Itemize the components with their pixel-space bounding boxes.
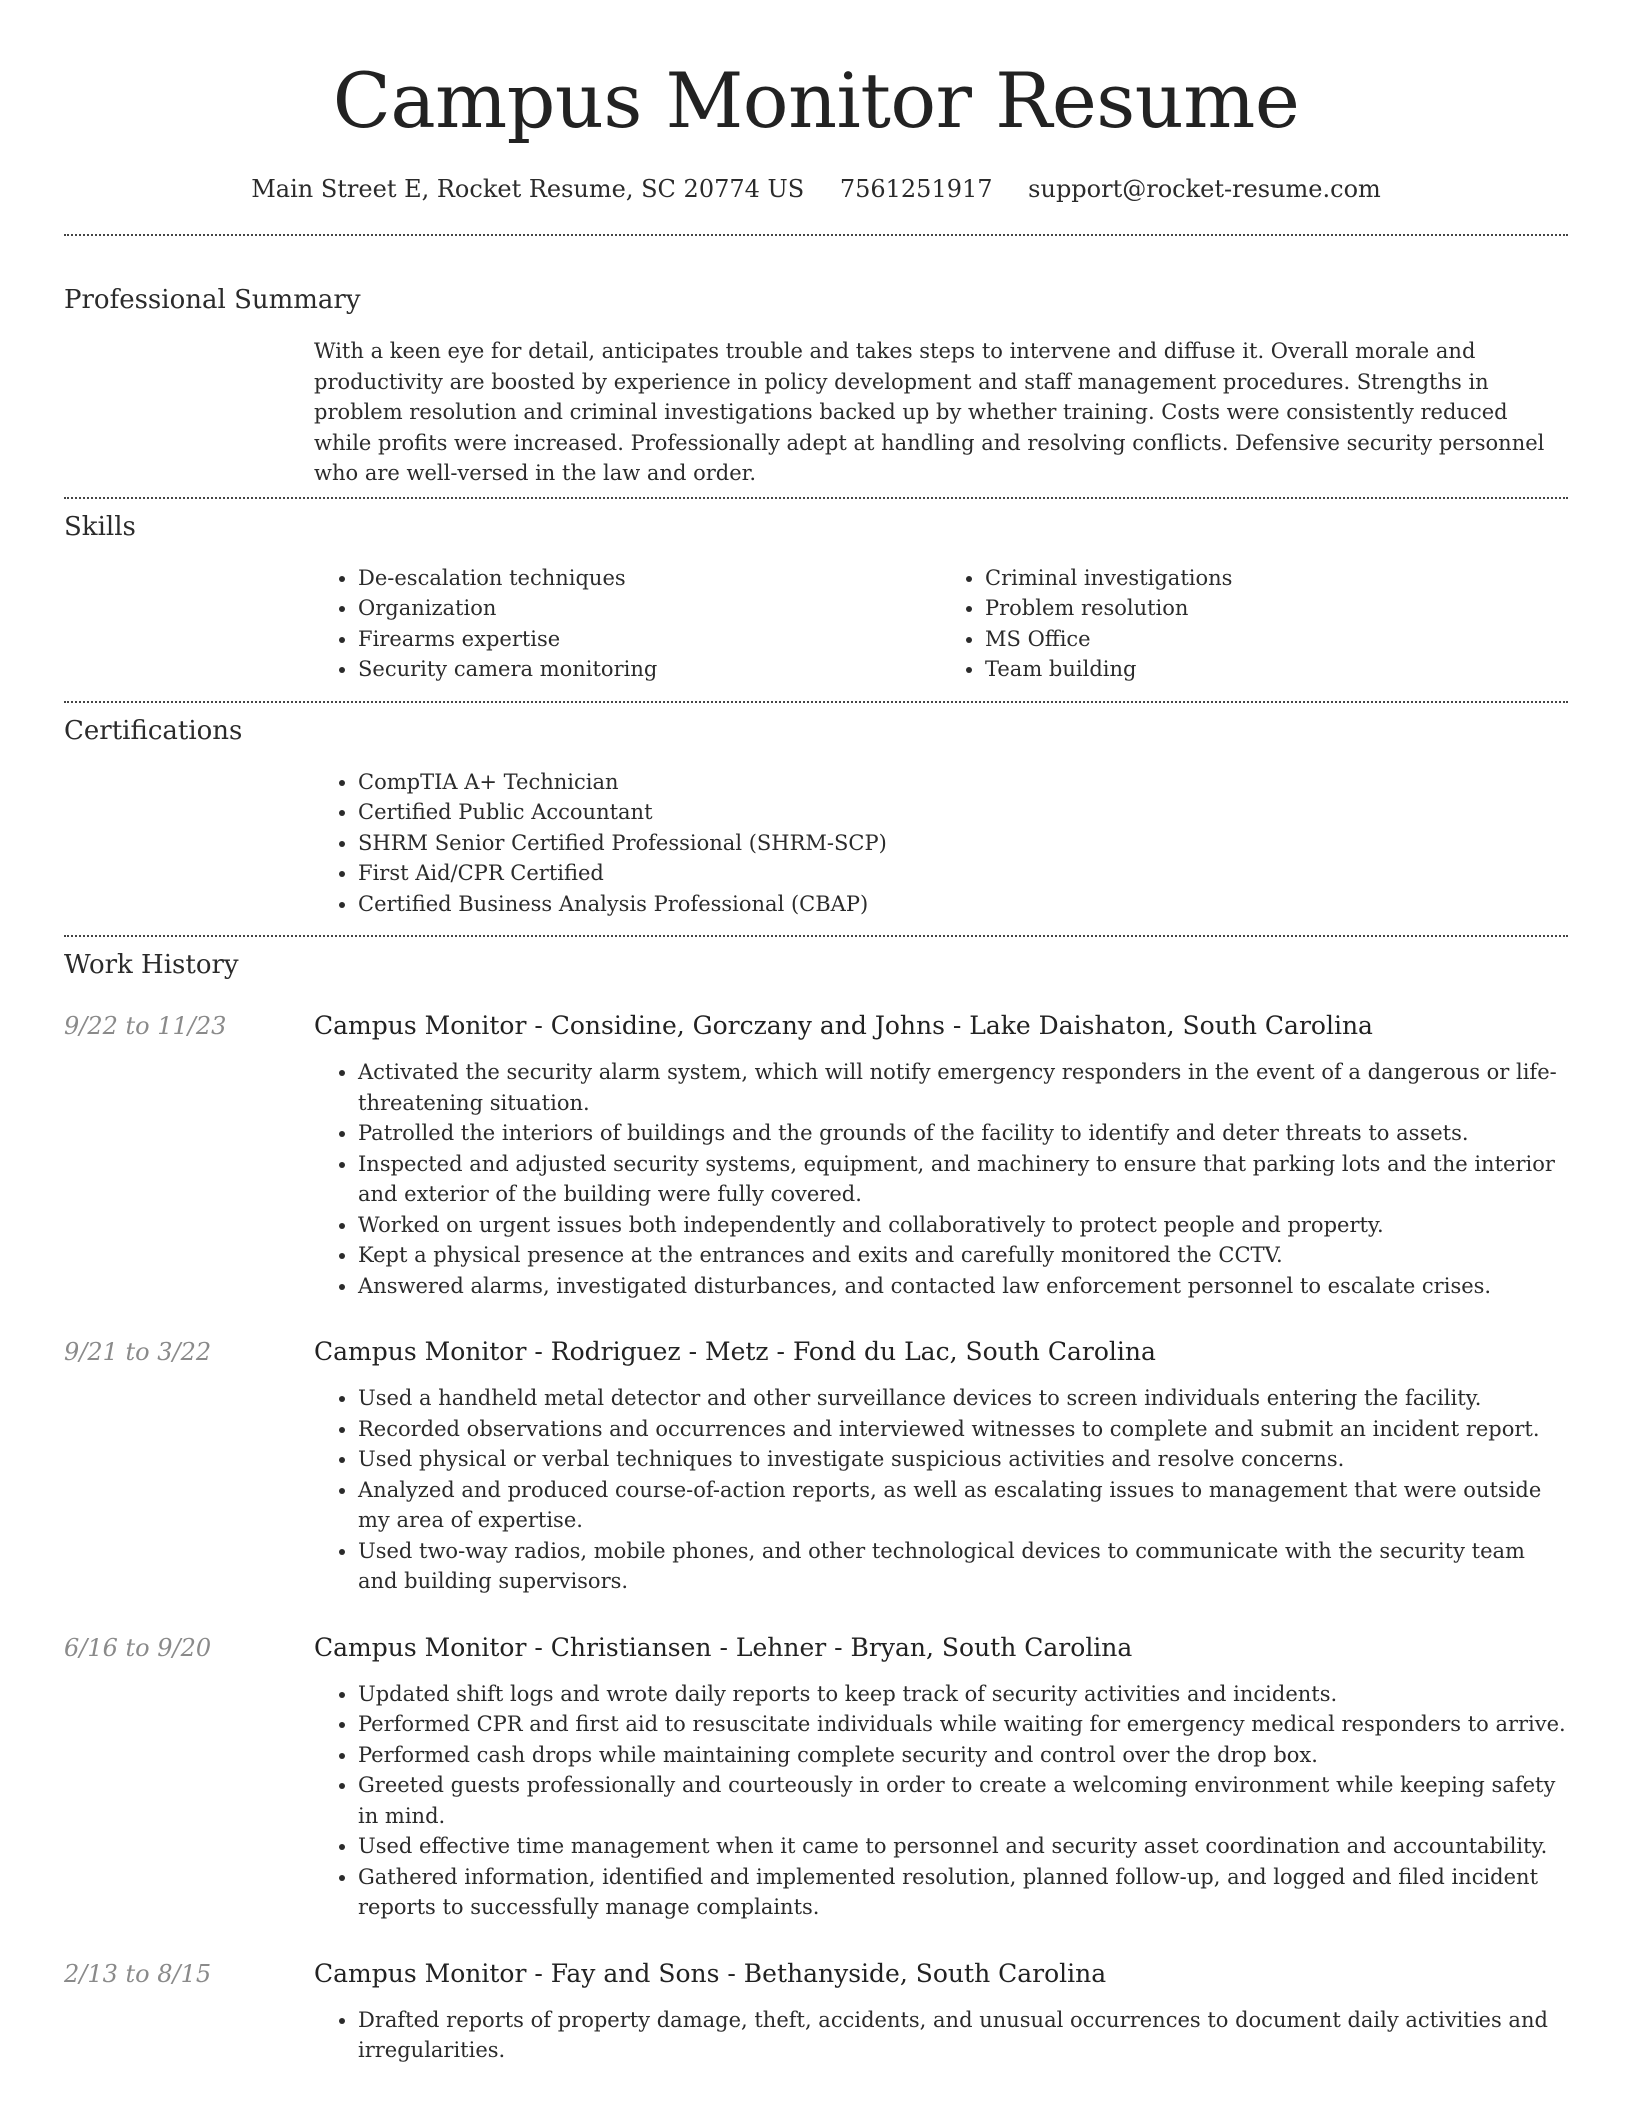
job-bullets [314,1057,1568,1301]
list-item: • Inspected and adjusted security systems, equipment, and machinery to ensure that parking lots and the interior and exterior of the building were fully covered. [358,1149,1568,1210]
skills-heading: Skills [64,511,136,542]
work-history-section [64,937,1568,2066]
summary-text: With a keen eye for detail, anticipates trouble and takes steps to intervene and diffuse it. Overall morale and productivity are boosted by experience in policy development and staff management procedures. Strengths in problem resolution and criminal investigations backed up by whether training. Costs were consistently reduced while profits were increased. Professionally adept at handling and resolving conflicts. Defensive security personnel who are well-versed in the law and order. [314,339,1545,485]
list-item: • Certified Public Accountant [358,797,1568,828]
job-title: Campus Monitor - Rodriguez - Metz - Fond du Lac, South Carolina [314,1337,1156,1366]
skills-list [314,563,1568,701]
list-item: • CompTIA A+ Technician [358,767,1568,798]
contact-email[interactable]: support@rocket-resume.com [1028,175,1381,203]
list-item: • Kept a physical presence at the entrances and exits and carefully monitored the CCTV. [358,1240,1568,1271]
list-item: • Activated the security alarm system, which will notify emergency responders in the event of a dangerous or life-threatening situation. [358,1057,1568,1118]
job-entry [64,1631,1568,1923]
certifications-list [314,767,1568,920]
list-item: • Worked on urgent issues both independently and collaboratively to protect people and property. [358,1210,1568,1241]
job-dates: 9/21 to 3/22 [64,1338,212,1366]
list-item: • Firearms expertise [358,624,941,655]
summary-section [64,236,1568,497]
job-header [64,1631,1568,1665]
job-header [64,1335,1568,1369]
job-duties [314,1679,1568,1923]
job-entry [64,1009,1568,1301]
list-item: • Greeted guests professionally and courteously in order to create a welcoming environment while keeping safety in mind. [358,1770,1568,1831]
list-item: • Performed CPR and first aid to resuscitate individuals while waiting for emergency medical responders to arrive. [358,1709,1568,1740]
job-title: Campus Monitor - Considine, Gorczany and Johns - Lake Daishaton, South Carolina [314,1011,1373,1040]
job-duties [314,2005,1568,2066]
list-item: • Gathered information, identified and implemented resolution, planned follow-up, and logged and filed incident reports to successfully manage complaints. [358,1862,1568,1923]
list-item: • Criminal investigations [985,563,1568,594]
list-item: • Used a handheld metal detector and other surveillance devices to screen individuals entering the facility. [358,1383,1568,1414]
list-item: • Answered alarms, investigated disturbances, and contacted law enforcement personnel to escalate crises. [358,1271,1568,1302]
list-item: • Security camera monitoring [358,654,941,685]
job-bullets [314,1679,1568,1923]
certifications-content [314,767,1568,936]
list-item: • De-escalation techniques [358,563,941,594]
contact-line [64,172,1568,206]
list-item: • MS Office [985,624,1568,655]
job-duties [314,1057,1568,1301]
list-item: • Patrolled the interiors of buildings and the grounds of the facility to identify and deter threats to assets. [358,1118,1568,1149]
list-item: • Team building [985,654,1568,685]
job-dates: 2/13 to 8/15 [64,1959,212,1988]
job-header [64,1957,1568,1991]
list-item: • Updated shift logs and wrote daily reports to keep track of security activities and incidents. [358,1679,1568,1710]
certifications-heading: Certifications [64,715,243,746]
summary-content [314,336,1568,497]
list-item: • Recorded observations and occurrences and interviewed witnesses to complete and submit an incident report. [358,1414,1568,1445]
list-item: • Drafted reports of property damage, theft, accidents, and unusual occurrences to document daily activities and irregularities. [358,2005,1568,2066]
resume-header [64,0,1568,206]
list-item: • Used effective time management when it came to personnel and security asset coordination and accountability. [358,1831,1568,1862]
skills-column-left [314,563,941,685]
contact-address: Main Street E, Rocket Resume, SC 20774 US [251,175,805,203]
page-title: Campus Monitor Resume [332,56,1300,145]
summary-heading: Professional Summary [64,285,361,315]
list-item: • Analyzed and produced course-of-action reports, as well as escalating issues to management that were outside my area of expertise. [358,1475,1568,1536]
list-item: • Organization [358,593,941,624]
job-dates: 9/22 to 11/23 [64,1012,227,1040]
job-bullets [314,2005,1568,2066]
list-item: • SHRM Senior Certified Professional (SHRM-SCP) [358,828,1568,859]
list-item: • Problem resolution [985,593,1568,624]
list-item: • Used physical or verbal techniques to investigate suspicious activities and resolve concerns. [358,1444,1568,1475]
job-entry [64,1335,1568,1597]
job-title: Campus Monitor - Fay and Sons - Bethanyside, South Carolina [314,1958,1107,1988]
job-bullets [314,1383,1568,1597]
skills-section [64,499,1568,701]
contact-phone[interactable]: 7561251917 [839,175,993,203]
certifications-section [64,703,1568,936]
job-dates: 6/16 to 9/20 [64,1633,212,1662]
list-item: • Used two-way radios, mobile phones, and other technological devices to communicate with the security team and building supervisors. [358,1536,1568,1597]
skills-column-right [941,563,1568,685]
resume-page [64,0,1568,2066]
job-entry [64,1957,1568,2066]
job-title: Campus Monitor - Christiansen - Lehner - Bryan, South Carolina [314,1632,1133,1662]
list-item: • Certified Business Analysis Professional (CBAP) [358,889,1568,920]
job-header [64,1009,1568,1043]
job-duties [314,1383,1568,1597]
list-item: • Performed cash drops while maintaining complete security and control over the drop box. [358,1740,1568,1771]
work-history-heading: Work History [64,950,239,980]
list-item: • First Aid/CPR Certified [358,858,1568,889]
